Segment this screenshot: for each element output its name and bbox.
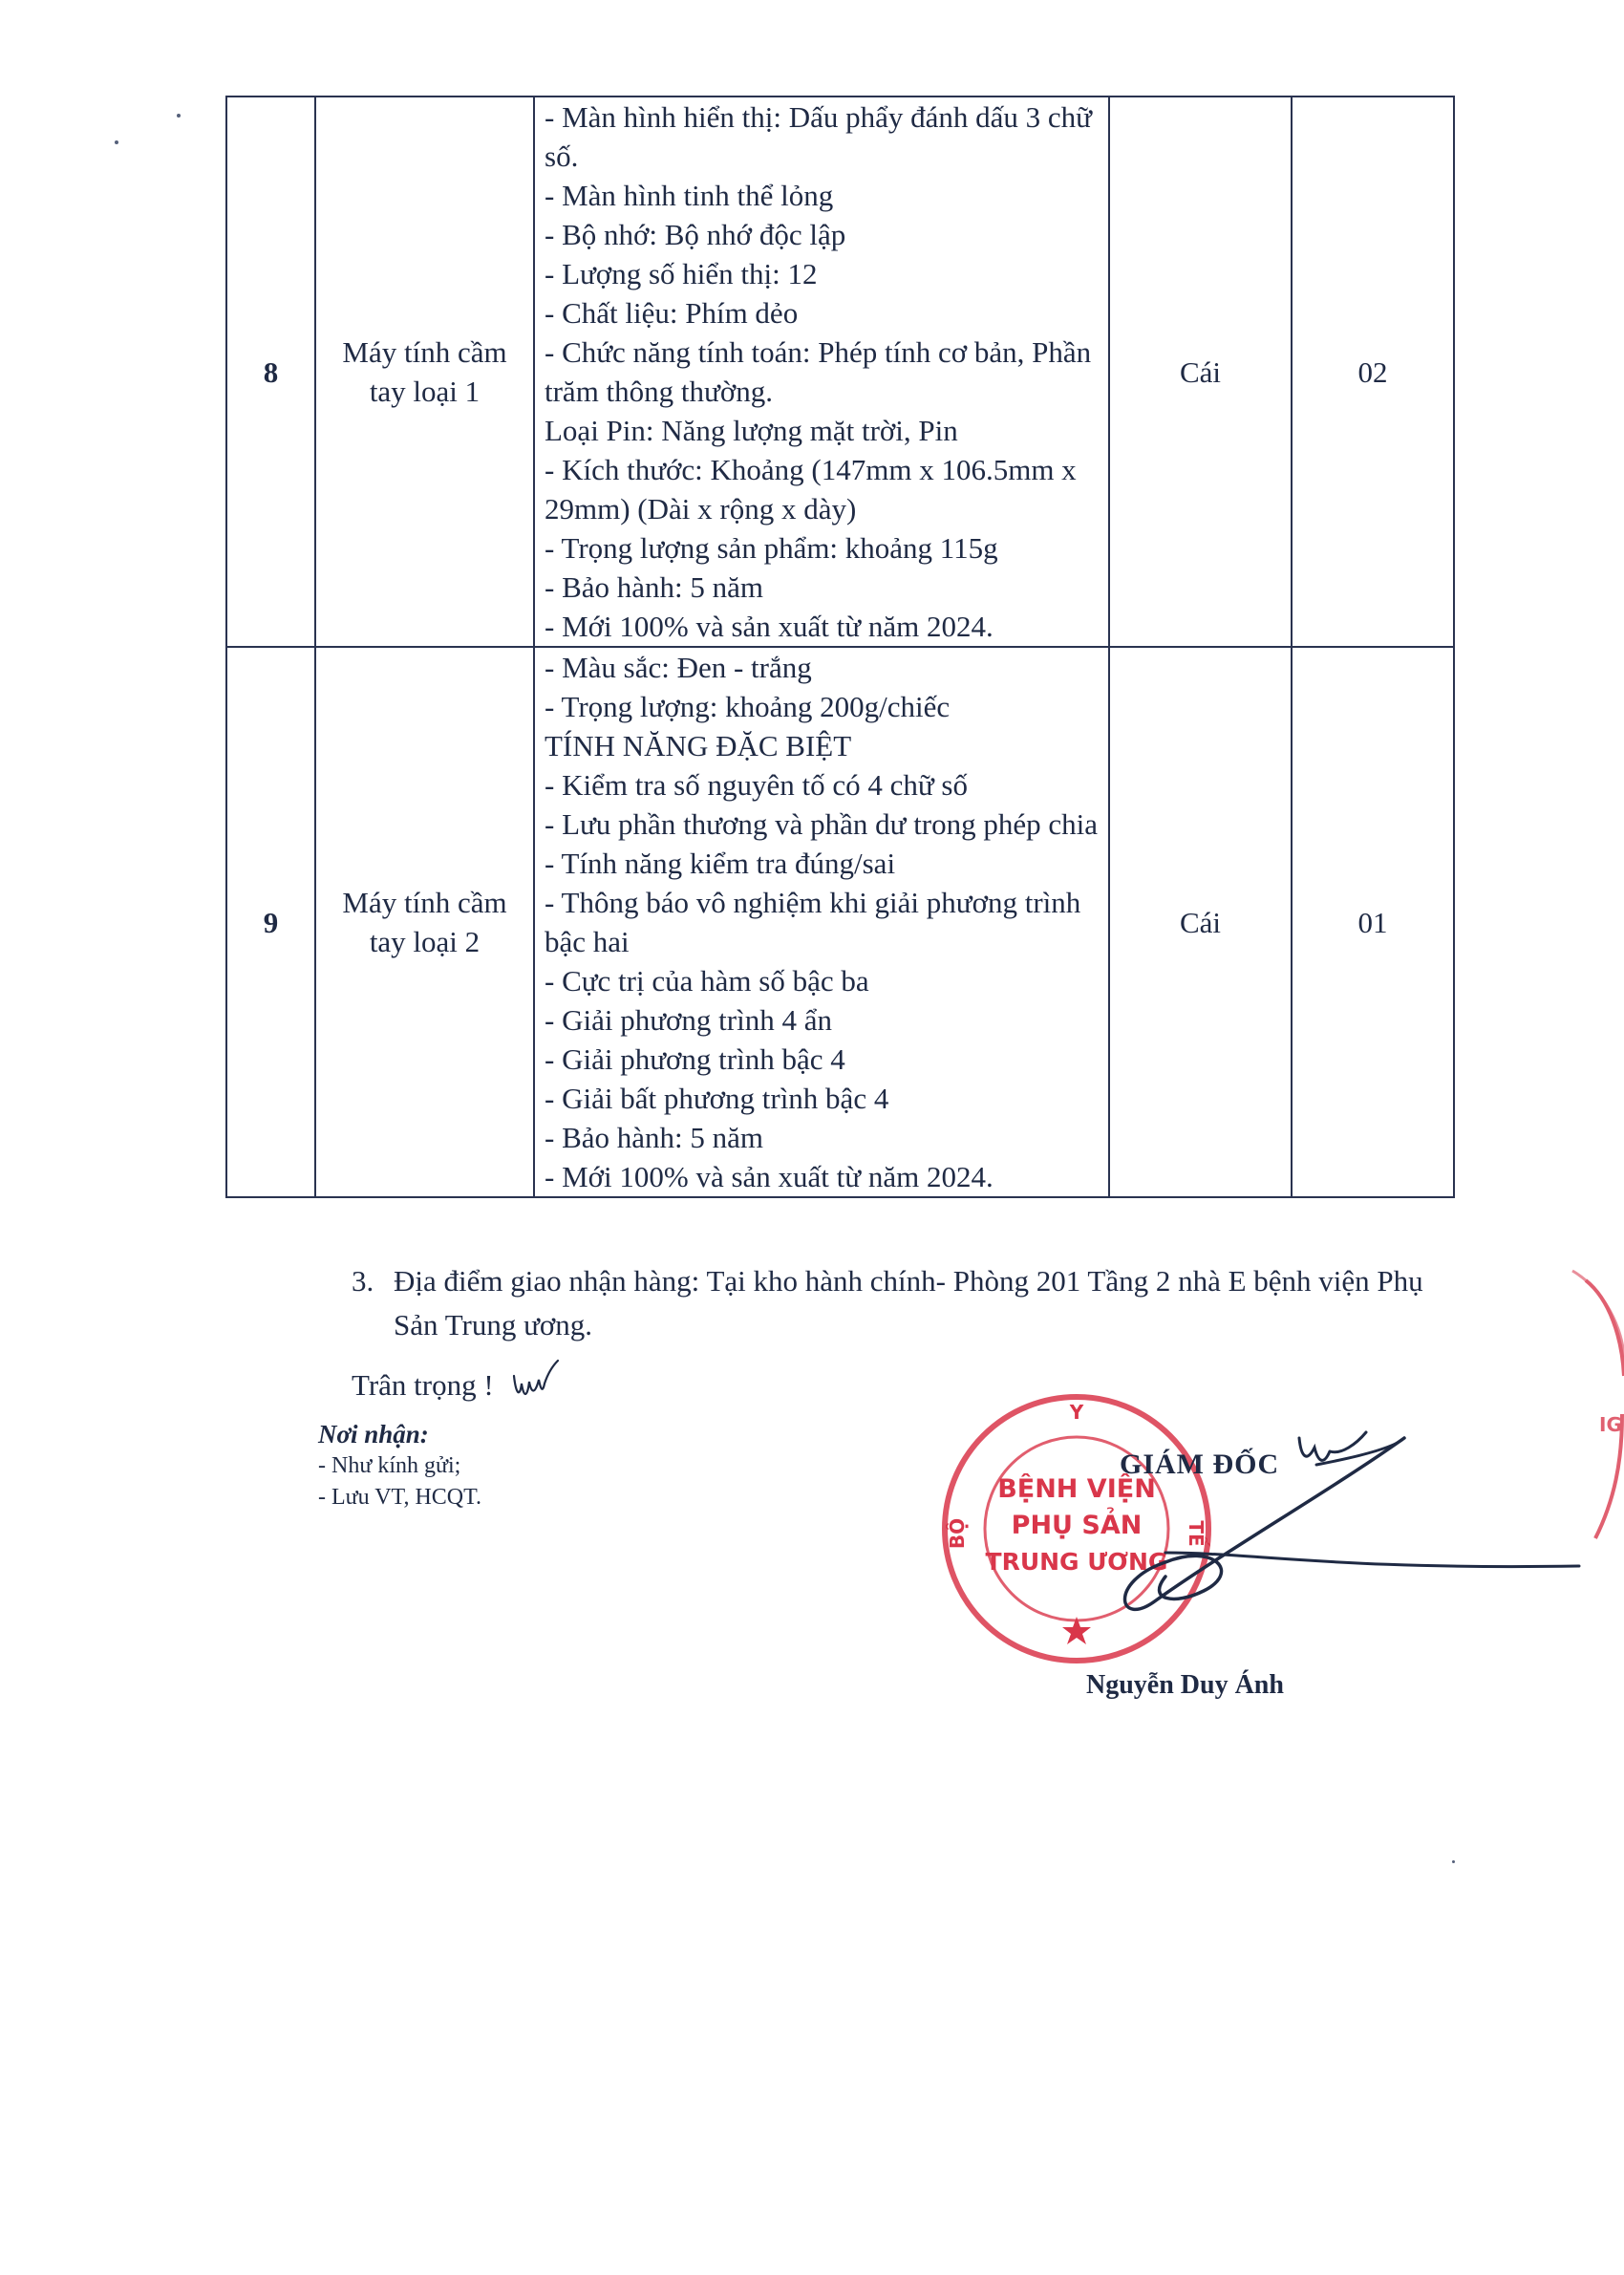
director-signature-icon <box>1051 1409 1586 1643</box>
row-number: 9 <box>226 647 315 1197</box>
description-line: - Giải phương trình bậc 4 <box>545 1042 845 1076</box>
description-line: - Trọng lượng sản phẩm: khoảng 115g <box>545 531 998 565</box>
description-line: - Bảo hành: 5 năm <box>545 570 764 604</box>
description-line: - Thông báo vô nghiệm khi giải phương trình bậc hai <box>545 886 1081 958</box>
stamp-right-text: TẾ <box>1185 1520 1207 1547</box>
item-description <box>534 647 1109 1197</box>
delivery-location-note <box>352 1259 1450 1347</box>
director-name: Nguyễn Duy Ánh <box>1086 1670 1284 1700</box>
equipment-spec-table <box>225 96 1455 1198</box>
item-unit: Cái <box>1109 647 1292 1197</box>
note-text: Địa điểm giao nhận hàng: Tại kho hành chính- Phòng 201 Tầng 2 nhà E bệnh viện Phụ Sản Trung ương. <box>394 1264 1423 1341</box>
stamp-top-text: Y <box>1069 1401 1084 1424</box>
recipient-item: - Lưu VT, HCQT. <box>318 1485 481 1510</box>
description-line: - Mới 100% và sản xuất từ năm 2024. <box>545 610 994 643</box>
table-row <box>226 647 1454 1197</box>
description-line: - Tính năng kiểm tra đúng/sai <box>545 847 896 880</box>
item-name: Máy tính cầm tay loại 2 <box>315 647 534 1197</box>
stamp-line1: BỆNH VIỆN <box>997 1474 1156 1504</box>
description-line: - Màn hình tinh thể lỏng <box>545 179 834 212</box>
closing-regards: Trân trọng ! <box>352 1368 494 1402</box>
stamp-line3: TRUNG ƯƠNG <box>985 1548 1168 1576</box>
description-line: - Bộ nhớ: Bộ nhớ độc lập <box>545 218 846 251</box>
description-line: - Chất liệu: Phím dẻo <box>545 296 799 330</box>
recipients-block <box>318 1419 481 1513</box>
description-line: - Chức năng tính toán: Phép tính cơ bản, Phần trăm thông thường. <box>545 335 1092 408</box>
table-row <box>226 97 1454 647</box>
svg-text:IG: IG <box>1599 1413 1622 1436</box>
stamp-line2: PHỤ SẢN <box>1011 1511 1143 1540</box>
description-line: - Cực trị của hàm số bậc ba <box>545 964 869 998</box>
handwritten-initials-icon <box>506 1355 564 1412</box>
description-line: - Mới 100% và sản xuất từ năm 2024. <box>545 1160 994 1193</box>
item-quantity: 01 <box>1292 647 1454 1197</box>
description-line: - Màu sắc: Đen - trắng <box>545 651 812 684</box>
description-line: - Kích thước: Khoảng (147mm x 106.5mm x 29mm) (Dài x rộng x dày) <box>545 453 1077 526</box>
description-line: - Kiểm tra số nguyên tố có 4 chữ số <box>545 768 968 802</box>
description-line: Loại Pin: Năng lượng mặt trời, Pin <box>545 414 958 447</box>
description-line: TÍNH NĂNG ĐẶC BIỆT <box>545 729 852 762</box>
item-description <box>534 97 1109 647</box>
recipients-heading: Nơi nhận: <box>318 1420 429 1449</box>
stamp-left-text: BỘ <box>946 1517 969 1550</box>
description-line: - Giải bất phương trình bậc 4 <box>545 1082 889 1115</box>
description-line: - Giải phương trình 4 ẩn <box>545 1003 832 1037</box>
item-name: Máy tính cầm tay loại 1 <box>315 97 534 647</box>
description-line: - Lượng số hiển thị: 12 <box>545 257 818 290</box>
description-line: - Trọng lượng: khoảng 200g/chiếc <box>545 690 951 723</box>
item-quantity: 02 <box>1292 97 1454 647</box>
partial-stamp-edge-icon <box>1567 1261 1624 1548</box>
description-line: - Màn hình hiển thị: Dấu phẩy đánh dấu 3 chữ số. <box>545 100 1092 173</box>
description-line: - Bảo hành: 5 năm <box>545 1121 764 1154</box>
recipient-item: - Như kính gửi; <box>318 1453 461 1478</box>
note-number: 3. <box>352 1264 374 1298</box>
row-number: 8 <box>226 97 315 647</box>
description-line: - Lưu phần thương và phần dư trong phép chia <box>545 807 1099 841</box>
item-unit: Cái <box>1109 97 1292 647</box>
director-title: GIÁM ĐỐC <box>1120 1449 1280 1480</box>
